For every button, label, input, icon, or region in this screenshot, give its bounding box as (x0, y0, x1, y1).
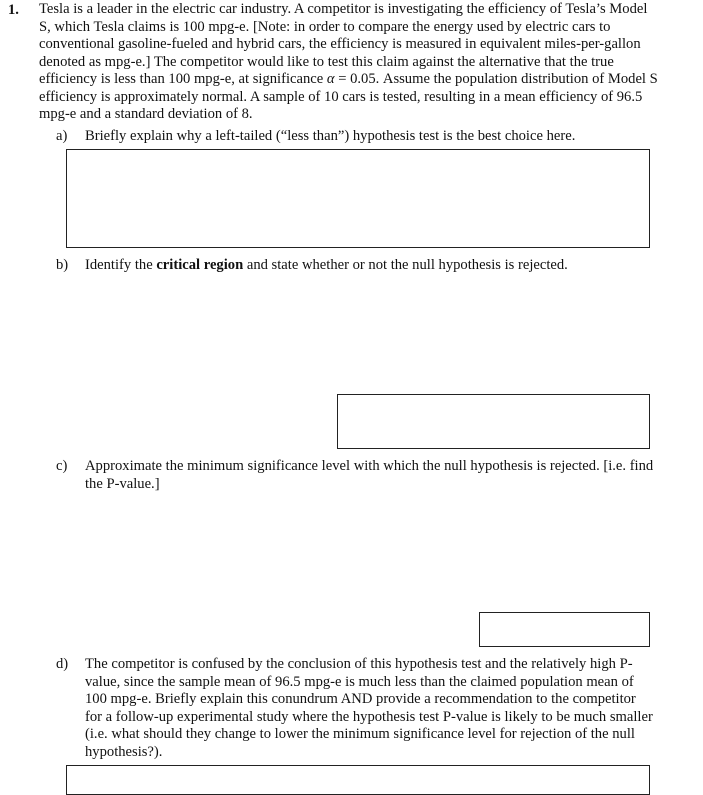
answer-box-c[interactable] (479, 612, 650, 647)
part-b-text (85, 257, 656, 275)
part-a-text: Briefly explain why a left-tailed (“less than”) hypothesis test is the best choice here. (85, 128, 576, 144)
part-a (56, 128, 656, 146)
answer-box-d[interactable] (66, 765, 650, 795)
part-b-text-after: and state whether or not the null hypothesis is rejected. (243, 257, 568, 273)
part-c-text: Approximate the minimum significance level with which the null hypothesis is rejected. [i.e. find the P-value.] (85, 458, 654, 492)
part-d-text: The competitor is confused by the conclusion of this hypothesis test and the relatively high P-value, since the sample mean of 96.5 mpg-e is much less than the claimed population mean of 100 mpg-e. Briefly explain this conundrum AND provide a recommendation to the competitor for a follow-up experimental study where the hypothesis test P-value is likely to be much smaller (i.e. what should they change to lower the minimum significance level for rejection of the null hypothesis?). (85, 656, 653, 760)
question-number: 1. (8, 2, 19, 18)
part-b (56, 257, 656, 275)
part-c (56, 458, 656, 493)
part-d-label: d) (56, 656, 69, 672)
part-b-text-before: Identify the (85, 257, 157, 273)
part-b-bold-term: critical region (156, 257, 244, 273)
question-stem-text-end: = 0.05. Assume the population distribution of Model S efficiency is approximately normal. A sample of 10 cars is tested, resulting in a mean efficiency of 96.5 mpg-e and a standard deviation of 8. (39, 71, 658, 122)
question-stem (39, 1, 659, 124)
part-a-label: a) (56, 128, 68, 144)
part-b-label: b) (56, 257, 69, 273)
alpha-symbol: α (326, 71, 335, 87)
part-c-label: c) (56, 458, 68, 474)
question-stem-text: Tesla is a leader in the electric car industry. A competitor is investigating the efficiency of Tesla’s Model S, which Tesla claims is 100 mpg-e. [Note: in order to compare the energy used by electric cars to conventional gasoline-fueled and hybrid cars, the efficiency is measured in equivalent miles-per-gallon denoted as mpg-e.] The competitor would like to test this claim against the alternative that the true efficiency is less than 100 mpg-e, at significance (39, 1, 648, 87)
part-d (56, 656, 656, 761)
answer-box-b[interactable] (337, 394, 650, 449)
answer-box-a[interactable] (66, 149, 650, 248)
